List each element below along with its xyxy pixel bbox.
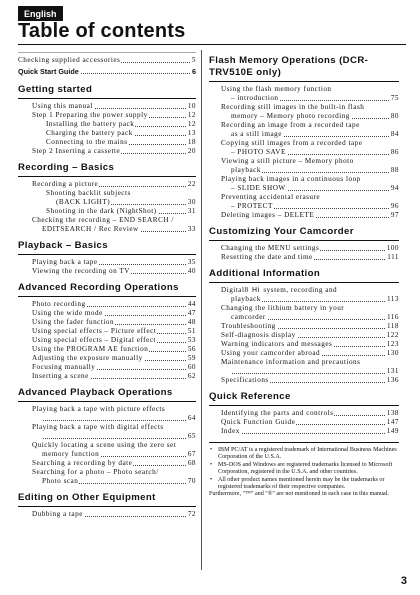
toc-entry-title: Playing back a tape bbox=[32, 258, 98, 266]
toc-entry-continuation: – introduction bbox=[231, 94, 279, 102]
trademark-note bbox=[209, 447, 399, 462]
toc-entry-title: Step 1 Preparing the power supply bbox=[32, 111, 148, 119]
toc-entry-line bbox=[221, 121, 399, 130]
toc-entry[interactable] bbox=[221, 193, 399, 211]
toc-entry[interactable] bbox=[32, 138, 196, 147]
toc-section bbox=[18, 492, 196, 519]
toc-entry-continuation: memory function bbox=[42, 450, 100, 458]
toc-entry-title: Checking the recording – END SEARCH / bbox=[32, 216, 174, 224]
note-text: All other product names mentioned herein may be the trademarks or registered trademarks of their respective companies. bbox=[218, 476, 385, 491]
leader-dots bbox=[231, 373, 399, 374]
toc-entry-title: Quick Function Guide bbox=[221, 418, 296, 426]
toc-entry-line bbox=[32, 216, 196, 225]
notes-list bbox=[209, 447, 399, 491]
toc-page-number: 33 bbox=[187, 225, 196, 233]
toc-entry[interactable] bbox=[32, 309, 196, 318]
section-heading: Additional Information bbox=[209, 268, 399, 283]
toc-entry-line bbox=[221, 175, 399, 184]
section-heading: Editing on Other Equipment bbox=[18, 492, 196, 507]
toc-entry-title: Using your camcorder abroad bbox=[221, 349, 321, 357]
toc-page-number: 30 bbox=[187, 198, 196, 206]
toc-entry-title: Identifying the parts and controls bbox=[221, 409, 334, 417]
toc-entry-continuation: Photo scan bbox=[42, 477, 79, 485]
toc-page-number: 118 bbox=[386, 322, 399, 330]
toc-entry-line bbox=[32, 423, 196, 432]
toc-entry-line bbox=[221, 157, 399, 166]
toc-entry-line bbox=[46, 198, 196, 207]
section-heading: Quick Reference bbox=[209, 391, 399, 406]
toc-entry-line bbox=[221, 94, 399, 103]
toc-entry[interactable] bbox=[221, 427, 399, 436]
toc-entry[interactable] bbox=[32, 102, 196, 111]
toc-section bbox=[18, 240, 196, 276]
toc-entry-title: Shooting in the dark (NightShot) bbox=[46, 207, 157, 215]
toc-entry[interactable] bbox=[32, 363, 196, 372]
toc-entry-title: Viewing a still picture – Memory photo bbox=[221, 157, 354, 165]
note-text: IBM PC/AT is a registered trademark of International Business Machines Corporation of the U.S.A. bbox=[218, 447, 397, 461]
toc-entry[interactable] bbox=[32, 318, 196, 327]
column-divider bbox=[201, 50, 202, 570]
toc-entry-line bbox=[46, 189, 196, 198]
leader-dots bbox=[221, 433, 399, 434]
toc-entry-line bbox=[32, 405, 196, 414]
toc-entry[interactable] bbox=[32, 129, 196, 138]
toc-entry-continuation: playback bbox=[231, 166, 261, 174]
toc-entry[interactable] bbox=[221, 175, 399, 193]
section-entries bbox=[18, 258, 196, 276]
toc-page-number: 48 bbox=[187, 318, 196, 326]
toc-entry-continuation: – PROTECT bbox=[231, 202, 273, 210]
toc-entry-title: Digital8 bbox=[221, 286, 249, 294]
toc-page-number: 10 bbox=[187, 102, 196, 110]
toc-entry-line bbox=[221, 202, 399, 211]
toc-entry[interactable] bbox=[32, 468, 196, 486]
toc-page-number: 47 bbox=[187, 309, 196, 317]
toc-section bbox=[18, 387, 196, 486]
toc-entry[interactable] bbox=[221, 322, 399, 331]
toc-section bbox=[209, 268, 399, 385]
toc-entry-title: Charging the battery pack bbox=[46, 129, 133, 137]
toc-entry-title: Recording a picture bbox=[32, 180, 99, 188]
toc-page-number: 18 bbox=[187, 138, 196, 146]
toc-entry-title: Using the fader function bbox=[32, 318, 115, 326]
toc-page-number: 68 bbox=[187, 459, 196, 467]
toc-entry-title: Installing the battery pack bbox=[46, 120, 135, 128]
toc-entry[interactable] bbox=[221, 409, 399, 418]
toc-left-column bbox=[18, 52, 196, 519]
toc-entry-title: Adjusting the exposure manually bbox=[32, 354, 143, 362]
section-heading: Playback – Basics bbox=[18, 240, 196, 255]
note-bullet: • bbox=[210, 461, 213, 468]
toc-page-number: 113 bbox=[386, 295, 399, 303]
toc-entry[interactable] bbox=[32, 459, 196, 468]
toc-page-number: 51 bbox=[187, 327, 196, 335]
toc-entry[interactable] bbox=[32, 111, 196, 120]
toc-entry[interactable] bbox=[221, 286, 399, 304]
toc-entry-line bbox=[221, 358, 399, 367]
note-bullet: • bbox=[210, 476, 213, 483]
toc-entry-line bbox=[32, 441, 196, 450]
toc-section bbox=[209, 226, 399, 262]
toc-entry-title: Resetting the date and time bbox=[221, 253, 313, 261]
toc-entry[interactable] bbox=[32, 345, 196, 354]
note-text: MS-DOS and Windows are registered trademarks licensed to Microsoft Corporation, registered in the U.S.A. and other countries. bbox=[218, 461, 393, 476]
toc-page-number: 80 bbox=[390, 112, 399, 120]
toc-entry-title: Using the wide mode bbox=[32, 309, 103, 317]
toc-entry-title: Connecting to the mains bbox=[46, 138, 128, 146]
toc-entry-title: Recording still images in the built-in flash bbox=[221, 103, 365, 111]
toc-page-number: 111 bbox=[387, 253, 399, 261]
toc-entry-line bbox=[221, 130, 399, 139]
toc-entry-title: Self-diagnosis display bbox=[221, 331, 296, 339]
toc-entry-line bbox=[221, 148, 399, 157]
notes-tail: Furthermore, "™" and "®" are not mentioned in each case in this manual. bbox=[209, 491, 389, 498]
toc-entry-title: Focusing manually bbox=[32, 363, 96, 371]
toc-page-number: 31 bbox=[187, 207, 196, 215]
section-heading: Getting started bbox=[18, 84, 196, 99]
toc-entry[interactable] bbox=[221, 85, 399, 103]
trademark-note bbox=[209, 462, 399, 477]
toc-page-number: 149 bbox=[386, 427, 399, 435]
toc-page-number: 72 bbox=[187, 510, 196, 518]
language-badge: English bbox=[18, 6, 63, 21]
toc-page-number: 86 bbox=[390, 148, 399, 156]
toc-entry[interactable] bbox=[221, 331, 399, 340]
toc-page-number: 13 bbox=[187, 129, 196, 137]
toc-entry-line bbox=[32, 225, 196, 234]
toc-entry-title: Troubleshooting bbox=[221, 322, 276, 330]
toc-entry-line bbox=[221, 85, 399, 94]
toc-entry-title: Searching for a photo – Photo search/ bbox=[32, 468, 159, 476]
toc-page-number: 122 bbox=[386, 331, 399, 339]
section-entries bbox=[18, 102, 196, 156]
toc-entry[interactable] bbox=[32, 423, 196, 441]
toc-entry[interactable] bbox=[32, 147, 196, 156]
toc-entry-line bbox=[221, 193, 399, 202]
toc-page-number: 62 bbox=[187, 372, 196, 380]
toc-entry-continuation: EDITSEARCH / Rec Review bbox=[42, 225, 139, 233]
toc-entry-title: Quick Start Guide bbox=[18, 67, 79, 76]
toc-entry-line bbox=[32, 468, 196, 477]
toc-entry[interactable] bbox=[18, 52, 196, 65]
toc-entry-title: Checking supplied accessories bbox=[18, 56, 121, 64]
toc-entry-title: Playing back a tape with picture effects bbox=[32, 405, 166, 413]
toc-page-number: 70 bbox=[187, 477, 196, 485]
toc-section bbox=[18, 84, 196, 156]
toc-entry-title: Copying still images from a recorded tape bbox=[221, 139, 363, 147]
toc-page-number: 60 bbox=[187, 363, 196, 371]
toc-page-number: 100 bbox=[386, 244, 399, 252]
toc-page-number: 35 bbox=[187, 258, 196, 266]
toc-entry-continuation: – SLIDE SHOW bbox=[231, 184, 286, 192]
toc-page-number: 40 bbox=[187, 267, 196, 275]
toc-page-number: 94 bbox=[390, 184, 399, 192]
toc-entry[interactable] bbox=[32, 207, 196, 216]
toc-entry-title: Quickly locating a scene using the zero set bbox=[32, 441, 177, 449]
toc-entry-title: Warning indicators and messages bbox=[221, 340, 333, 348]
toc-entry[interactable] bbox=[221, 358, 399, 376]
toc-entry-title: Maintenance information and precautions bbox=[221, 358, 361, 366]
toc-entry[interactable] bbox=[32, 267, 196, 276]
toc-page-number: 56 bbox=[187, 345, 196, 353]
toc-entry[interactable] bbox=[32, 180, 196, 189]
toc-entry-title: Specifications bbox=[221, 376, 269, 384]
toc-page-number: 84 bbox=[390, 130, 399, 138]
intro-entries bbox=[18, 52, 196, 76]
section-heading: Advanced Recording Operations bbox=[18, 282, 196, 297]
toc-section bbox=[209, 391, 399, 436]
toc-entry[interactable] bbox=[32, 405, 196, 423]
toc-page-number: 130 bbox=[386, 349, 399, 357]
toc-entry-title: Preventing accidental erasure bbox=[221, 193, 321, 201]
toc-page-number: 97 bbox=[390, 211, 399, 219]
toc-entry-title: Shooting backlit subjects bbox=[46, 189, 131, 197]
toc-entry[interactable] bbox=[221, 157, 399, 175]
toc-entry[interactable] bbox=[221, 103, 399, 121]
toc-page-number: 20 bbox=[187, 147, 196, 155]
toc-entry[interactable] bbox=[32, 189, 196, 207]
toc-entry-line bbox=[221, 313, 399, 322]
page-title: Table of contents bbox=[18, 20, 186, 42]
toc-entry-title: Deleting images – DELETE bbox=[221, 211, 315, 219]
toc-section bbox=[18, 282, 196, 381]
toc-entry-line bbox=[221, 112, 399, 121]
toc-page-number: 88 bbox=[390, 166, 399, 174]
toc-page-number: 5 bbox=[191, 56, 196, 64]
toc-page-number: 67 bbox=[187, 450, 196, 458]
title-rule bbox=[18, 44, 406, 45]
toc-entry-line bbox=[221, 184, 399, 193]
toc-entry[interactable] bbox=[32, 510, 196, 519]
toc-page-number: 123 bbox=[386, 340, 399, 348]
leader-dots bbox=[42, 438, 196, 439]
toc-page-number: 147 bbox=[386, 418, 399, 426]
toc-entry-continuation: – PHOTO SAVE bbox=[231, 148, 286, 156]
toc-entry-line bbox=[32, 450, 196, 459]
toc-entry-title: Changing the lithium battery in your bbox=[221, 304, 345, 312]
toc-entry-line bbox=[32, 432, 196, 441]
toc-entry-line bbox=[221, 295, 399, 304]
toc-entry-title: Inserting a scene bbox=[32, 372, 89, 380]
toc-entry-title: Viewing the recording on TV bbox=[32, 267, 130, 275]
toc-entry-title: Using the flash memory function bbox=[221, 85, 332, 93]
toc-entry[interactable] bbox=[221, 253, 399, 262]
toc-entry-continuation: (BACK LIGHT) bbox=[56, 198, 111, 206]
toc-section bbox=[18, 162, 196, 234]
toc-entry-title: Using special effects – Digital effect bbox=[32, 336, 156, 344]
toc-entry-title: Using the PROGRAM AE function bbox=[32, 345, 149, 353]
toc-entry-continuation bbox=[231, 367, 232, 375]
trademark-notes bbox=[209, 442, 399, 499]
note-bullet: • bbox=[210, 447, 213, 453]
toc-page-number: 131 bbox=[386, 367, 399, 375]
toc-entry-title: Playing back images in a continuous loop bbox=[221, 175, 361, 183]
toc-entry[interactable] bbox=[221, 418, 399, 427]
toc-page-number: 116 bbox=[386, 313, 399, 321]
toc-page-number: 12 bbox=[187, 120, 196, 128]
toc-entry-title: Index bbox=[221, 427, 240, 435]
toc-entry[interactable] bbox=[32, 354, 196, 363]
toc-entry-line bbox=[32, 477, 196, 486]
toc-page-number: 136 bbox=[386, 376, 399, 384]
toc-entry[interactable] bbox=[32, 258, 196, 267]
page-number: 3 bbox=[400, 575, 407, 587]
toc-entry[interactable] bbox=[32, 327, 196, 336]
section-entries bbox=[18, 300, 196, 381]
toc-page-number: 6 bbox=[192, 67, 196, 76]
toc-entry[interactable] bbox=[221, 304, 399, 322]
toc-entry-continuation: playback bbox=[231, 295, 261, 303]
toc-entry[interactable] bbox=[32, 336, 196, 345]
trademark-note bbox=[209, 477, 399, 492]
toc-entry[interactable] bbox=[221, 376, 399, 385]
toc-page-number: 22 bbox=[187, 180, 196, 188]
section-entries bbox=[18, 180, 196, 234]
toc-entry-continuation bbox=[42, 432, 43, 440]
leader-dots bbox=[42, 420, 196, 421]
section-entries bbox=[209, 85, 399, 220]
toc-entry-title: Searching a recording by date bbox=[32, 459, 133, 467]
toc-entry[interactable] bbox=[32, 300, 196, 309]
toc-page-number: 64 bbox=[187, 414, 196, 422]
section-entries bbox=[209, 244, 399, 262]
toc-entry-line bbox=[32, 414, 196, 423]
toc-entry-line bbox=[221, 304, 399, 313]
toc-entry-title: Using this manual bbox=[32, 102, 93, 110]
toc-entry[interactable] bbox=[32, 372, 196, 381]
toc-page-number: 65 bbox=[187, 432, 196, 440]
toc-entry-line bbox=[221, 139, 399, 148]
toc-entry-continuation bbox=[42, 414, 43, 422]
toc-entry-title: Using special effects – Picture effect bbox=[32, 327, 157, 335]
toc-page-number: 138 bbox=[386, 409, 399, 417]
toc-right-column bbox=[209, 55, 399, 499]
section-entries bbox=[209, 409, 399, 436]
toc-entry[interactable] bbox=[221, 349, 399, 358]
toc-entry-title: Recording an image from a recorded tape bbox=[221, 121, 360, 129]
toc-entry[interactable] bbox=[32, 120, 196, 129]
section-entries bbox=[18, 510, 196, 519]
digital8-logo-icon: Hi bbox=[251, 286, 261, 294]
toc-entry-continuation: memory – Memory photo recording bbox=[231, 112, 350, 120]
toc-entry-line bbox=[221, 286, 399, 295]
toc-entry[interactable] bbox=[221, 211, 399, 220]
toc-page-number: 44 bbox=[187, 300, 196, 308]
toc-entry[interactable] bbox=[32, 216, 196, 234]
toc-entry-title-after: system, recording and bbox=[263, 286, 338, 294]
toc-page-number: 53 bbox=[187, 336, 196, 344]
toc-page-number: 12 bbox=[187, 111, 196, 119]
toc-entry[interactable] bbox=[18, 67, 196, 76]
toc-entry-title: Photo recording bbox=[32, 300, 86, 308]
toc-entry-line bbox=[221, 103, 399, 112]
toc-page-number: 59 bbox=[187, 354, 196, 362]
toc-entry[interactable] bbox=[221, 139, 399, 157]
toc-entry[interactable] bbox=[221, 244, 399, 253]
toc-entry-title: Playing back a tape with digital effects bbox=[32, 423, 164, 431]
toc-entry-line bbox=[221, 367, 399, 376]
toc-entry-continuation: camcorder bbox=[231, 313, 266, 321]
toc-entry[interactable] bbox=[221, 121, 399, 139]
toc-page-number: 96 bbox=[390, 202, 399, 210]
section-heading: Customizing Your Camcorder bbox=[209, 226, 399, 241]
section-heading: Advanced Playback Operations bbox=[18, 387, 196, 402]
toc-section bbox=[209, 55, 399, 220]
toc-entry-continuation: as a still image bbox=[231, 130, 282, 138]
toc-entry-title: Changing the MENU settings bbox=[221, 244, 320, 252]
toc-page-number: 75 bbox=[390, 94, 399, 102]
toc-entry[interactable] bbox=[32, 441, 196, 459]
section-heading: Flash Memory Operations (DCR-TRV510E only) bbox=[209, 55, 399, 82]
section-entries bbox=[209, 286, 399, 385]
left-sections bbox=[18, 84, 196, 519]
right-sections bbox=[209, 55, 399, 436]
section-heading: Recording – Basics bbox=[18, 162, 196, 177]
toc-entry-title: Step 2 Inserting a cassette bbox=[32, 147, 121, 155]
toc-entry-title: Dubbing a tape bbox=[32, 510, 83, 518]
toc-entry[interactable] bbox=[221, 340, 399, 349]
section-entries bbox=[18, 405, 196, 486]
toc-entry-line bbox=[221, 166, 399, 175]
